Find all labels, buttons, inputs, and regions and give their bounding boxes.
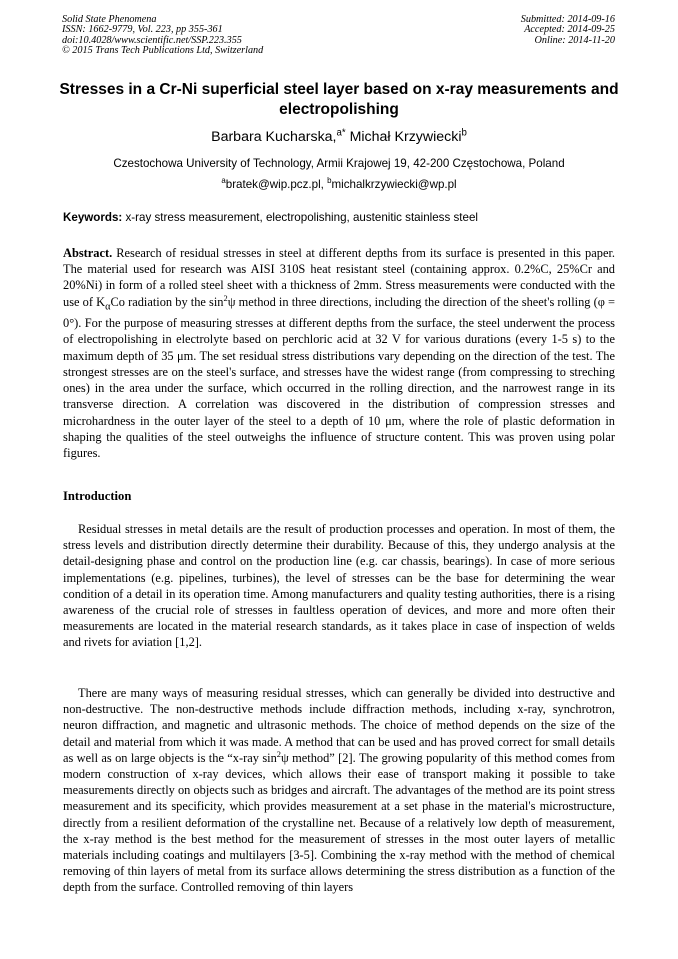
affiliation: Czestochowa University of Technology, Armii Krajowej 19, 42-200 Częstochowa, Poland (113, 157, 565, 170)
author-2-affil-mark: b (461, 127, 467, 139)
introduction-paragraph-2 (63, 685, 615, 896)
author-1-affil-mark: a* (336, 127, 346, 139)
journal-doi[interactable]: doi:10.4028/www.scientific.net/SSP.223.355 (62, 34, 242, 46)
journal-header-right (521, 15, 615, 46)
abstract (63, 245, 615, 461)
keywords (63, 210, 615, 225)
abstract-text-2: Co radiation by the sin (110, 294, 224, 309)
abstract-text-1: Research of residual stresses in steel at different depths from its surface is presented in this paper. The material used for research was AISI 310S heat resistant steel (containing approx. 0.2%C, 25%Cr and 20%Ni) in form of a rolled steel sheet with a thickness of 2mm. Stress measurements were conducted with the use of K (63, 246, 615, 309)
author-2: Michał Krzywiecki (345, 129, 462, 145)
paragraph-2-text-2: ψ method” [2]. The growing popularity of this method comes from modern construction of x-ray devices, which allows their ease of transport making it possible to take measurements directly on objects such as bridges and aircraft. The advantages of the method are its point stress measurement and its specificity, which provides measurement at a set phase in the material's microstructure, directly from a resilient deformation of the crystalline net. Because of a relatively low depth of measurement, the x-ray method is the best method for the measurement of stresses in the most outer layers of metallic materials including coatings and multilayers [3-5]. Combining the x-ray method with the method of chemical removing of thin layers of metal from its surface allows determining the stress distribution as a function of the depth from the surface. Controlled removing of thin layers (63, 750, 615, 895)
paragraph-2-sin-exponent: 2 (276, 748, 281, 759)
paper-title: Stresses in a Cr-Ni superficial steel layer based on x-ray measurements and electropolishing (59, 81, 619, 118)
email-b[interactable]: michalkrzywiecki@wp.pl (331, 178, 457, 191)
keywords-text: x-ray stress measurement, electropolishing, austenitic stainless steel (122, 211, 478, 224)
paragraph-2-text-1: There are many ways of measuring residual stresses, which can generally be divided into destructive and non-destructive. The non-destructive methods include diffraction methods, including x-ray, synchrotron, neuron diffraction, and magnetic and ultrasonic methods. The choice of method depends on the size of the detail and material from which it was made. A method that can be used and has proved correct for small details as well as on large objects is the “x-ray sin (63, 686, 615, 765)
journal-header-left (62, 15, 263, 57)
introduction-heading: Introduction (63, 489, 132, 503)
online-date: Online: 2014-11-20 (534, 34, 615, 46)
sin-squared-exponent: 2 (223, 292, 228, 303)
email-a[interactable]: bratek@wip.pcz.pl, (225, 178, 328, 191)
author-1: Barbara Kucharska, (211, 129, 337, 145)
email-a-mark: a (221, 176, 226, 186)
abstract-text-3: ψ method in three directions, including the direction of the sheet's rolling (φ = 0°). For the purpose of measuring stresses at different depths from the surface, the steel underwent the process of electropolishing in electrolyte based on perchloric acid at 32 V for various durations (every 1-5 s) to the maximum depth of 35 μm. The set residual stress distributions vary depending on the direction of the test. The strongest stresses are on the steel's surface, and stresses have the widest range (from compressing to streching ones) in the area under the surface, which occurred in the rolling direction, and the narrowest range in its transverse direction. A correlation was discovered in the distribution of compression stresses and microhardness in the outer layer of the steel to a depth of 10 μm, where the role of plastic deformation in shaping the qualities of the steel outweighs the influence of structure content. This was proven using polar figures. (63, 294, 616, 460)
k-alpha-subscript: α (105, 301, 111, 313)
keywords-label: Keywords: (63, 211, 123, 224)
journal-name: Solid State Phenomena (62, 14, 157, 25)
journal-issn: ISSN: 1662-9779, Vol. 223, pp 355-361 (62, 24, 223, 36)
abstract-label: Abstract. (63, 246, 113, 260)
email-b-mark: b (327, 176, 332, 186)
introduction-paragraph-1: Residual stresses in metal details are the result of production processes and operation. In most of them, the stress levels and distribution directly determine their durability. Because of this, they undergo analysis at the detail-designing phase and control on the production line (e.g. car chassis, bearings). In case of more serious implementations (e.g. pipelines, turbines), the level of stresses can be the base for determining the wear condition of a detail in its operation time. Among manufacturers and quality testing authorities, there is a rising awareness of the crucial role of stresses in faultless operation of devices, and more and more often their measurements are located in the material research standards, as it takes place in case of inspection of welds and rivets for aviation [1,2]. (63, 522, 615, 650)
author-emails (40, 177, 638, 192)
accepted-date: Accepted: 2014-09-25 (524, 24, 615, 36)
author-line (40, 128, 638, 146)
submitted-date: Submitted: 2014-09-16 (520, 14, 615, 25)
journal-copyright: © 2015 Trans Tech Publications Ltd, Switzerland (62, 45, 264, 57)
